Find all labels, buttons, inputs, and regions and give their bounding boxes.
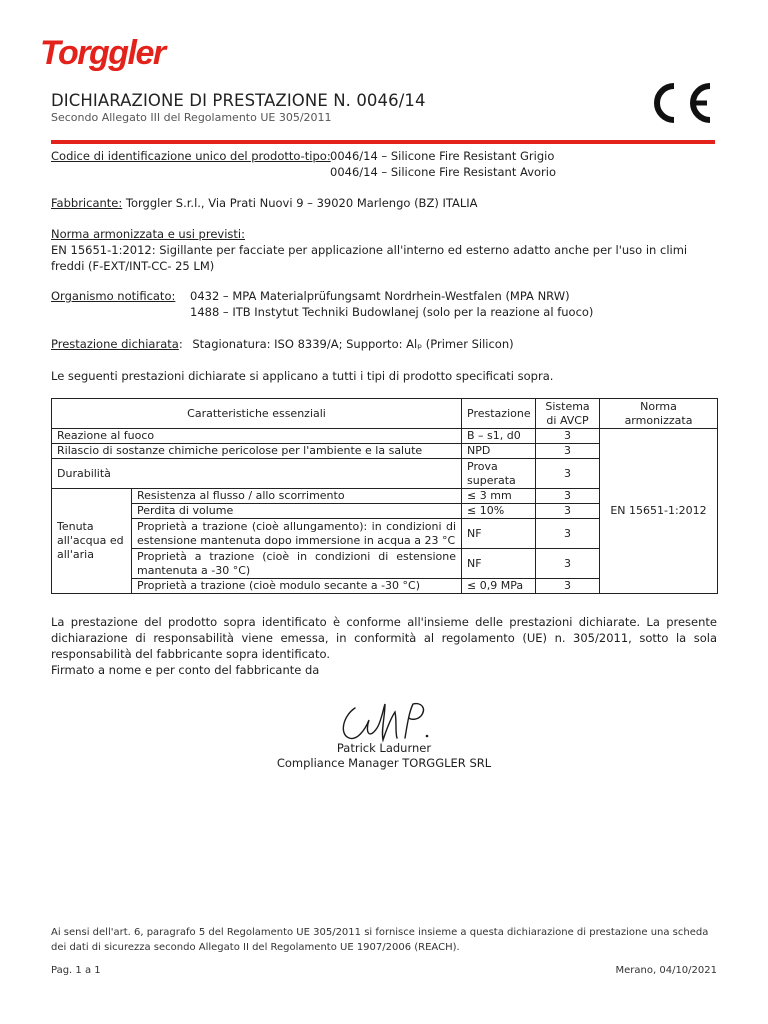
conformity-statement — [51, 614, 717, 678]
torggler-logo — [40, 34, 165, 72]
product-code-values — [330, 148, 556, 180]
cell-characteristic: Durabilità — [52, 459, 462, 489]
cell-characteristic: Perdita di volume — [132, 504, 462, 519]
product-code-section — [51, 148, 331, 164]
logo-text: Torggler — [40, 34, 165, 72]
table-header-row — [52, 399, 718, 429]
ce-mark-icon — [644, 80, 714, 126]
cell-avcp: 3 — [536, 489, 600, 504]
document-subtitle: Secondo Allegato III del Regolamento UE 305/2011 — [51, 111, 332, 124]
handwritten-signature — [335, 698, 445, 746]
header-performance: Prestazione — [462, 399, 536, 429]
header-characteristics: Caratteristiche essenziali — [52, 399, 462, 429]
cell-avcp: 3 — [536, 429, 600, 444]
declared-performance-colon: : — [178, 337, 183, 351]
cell-characteristic: Rilascio di sostanze chimiche pericolose per l'ambiente e la salute — [52, 444, 462, 459]
norm-text: EN 15651-1:2012: Sigillante per facciate per applicazione all'interno ed esterno adatto anche per l'uso in climi freddi (F-EXT/INT-CC- 25 LM) — [51, 243, 688, 273]
header-norm: Norma armonizzata — [600, 399, 718, 429]
cell-performance: Prova superata — [462, 459, 536, 489]
cell-characteristic: Proprietà a trazione (cioè allungamento): in condizioni di estensione mantenuta dopo immersione in acqua a 23 °C — [132, 519, 462, 549]
norm-section — [51, 226, 717, 274]
place-date: Merano, 04/10/2021 — [615, 965, 717, 976]
manufacturer-section — [51, 195, 478, 211]
cell-avcp: 3 — [536, 579, 600, 594]
intro-text: Le seguenti prestazioni dichiarate si applicano a tutti i tipi di prodotto specificati sopra. — [51, 369, 554, 383]
cell-characteristic: Proprietà a trazione (cioè modulo secante a -30 °C) — [132, 579, 462, 594]
document-title: DICHIARAZIONE DI PRESTAZIONE N. 0046/14 — [51, 91, 426, 110]
cell-group-label: Tenuta all'acqua ed all'aria — [52, 489, 132, 594]
product-code-label: Codice di identificazione unico del prodotto-tipo: — [51, 149, 331, 163]
declared-performance-value: Stagionatura: ISO 8339/A; Supporto: Alₚ (Primer Silicon) — [192, 337, 514, 351]
signer-role: Compliance Manager TORGGLER SRL — [276, 756, 492, 770]
red-divider — [51, 140, 715, 144]
reach-footnote: Ai sensi dell'art. 6, paragrafo 5 del Regolamento UE 305/2011 si fornisce insieme a questa dichiarazione di prestazione una scheda dei dati di sicurezza secondo Allegato II del Regolamento UE 1907/2006 (REACH). — [51, 927, 709, 953]
notified-body-section — [51, 288, 175, 304]
cell-performance: NF — [462, 519, 536, 549]
cell-avcp: 3 — [536, 504, 600, 519]
norm-label: Norma armonizzata e usi previsti: — [51, 227, 245, 241]
cell-performance: NF — [462, 549, 536, 579]
notified-body-line: 1488 – ITB Instytut Techniki Budowlanej (solo per la reazione al fuoco) — [190, 305, 594, 319]
product-code-line: 0046/14 – Silicone Fire Resistant Grigio — [330, 149, 555, 163]
header-avcp: Sistema di AVCP — [536, 399, 600, 429]
signed-for-text: Firmato a nome e per conto del fabbricante da — [51, 663, 320, 677]
product-code-line: 0046/14 – Silicone Fire Resistant Avorio — [330, 165, 557, 179]
cell-performance: ≤ 10% — [462, 504, 536, 519]
notified-body-label: Organismo notificato: — [51, 289, 176, 303]
cell-performance: ≤ 3 mm — [462, 489, 536, 504]
cell-characteristic: Reazione al fuoco — [52, 429, 462, 444]
cell-performance: B – s1, d0 — [462, 429, 536, 444]
cell-characteristic: Proprietà a trazione (cioè in condizioni di estensione mantenuta a -30 °C) — [132, 549, 462, 579]
cell-performance: ≤ 0,9 MPa — [462, 579, 536, 594]
cell-avcp: 3 — [536, 459, 600, 489]
conformity-paragraph: La prestazione del prodotto sopra identificato è conforme all'insieme delle prestazioni dichiarate. La presente dichiarazione di responsabilità viene emessa, in conformità al regolamento (UE) n. 305/2011, sotto la sola responsabilità del fabbricante sopra identificato. — [51, 615, 717, 661]
notified-body-line: 0432 – MPA Materialprüfungsamt Nordrhein-Westfalen (MPA NRW) — [190, 289, 570, 303]
manufacturer-value: Torggler S.r.l., Via Prati Nuovi 9 – 39020 Marlengo (BZ) ITALIA — [125, 196, 478, 210]
cell-performance: NPD — [462, 444, 536, 459]
notified-body-values — [190, 288, 593, 320]
cell-norm: EN 15651-1:2012 — [600, 429, 718, 594]
signer-name: Patrick Ladurner — [336, 741, 432, 755]
declared-performance-label: Prestazione dichiarata — [51, 337, 179, 351]
declared-performance-section — [51, 336, 514, 352]
cell-avcp: 3 — [536, 549, 600, 579]
cell-characteristic: Resistenza al flusso / allo scorrimento — [132, 489, 462, 504]
manufacturer-label: Fabbricante: — [51, 196, 123, 210]
page-number: Pag. 1 a 1 — [51, 965, 101, 976]
cell-avcp: 3 — [536, 444, 600, 459]
performance-table — [51, 398, 718, 594]
table-row — [52, 429, 718, 444]
cell-avcp: 3 — [536, 519, 600, 549]
